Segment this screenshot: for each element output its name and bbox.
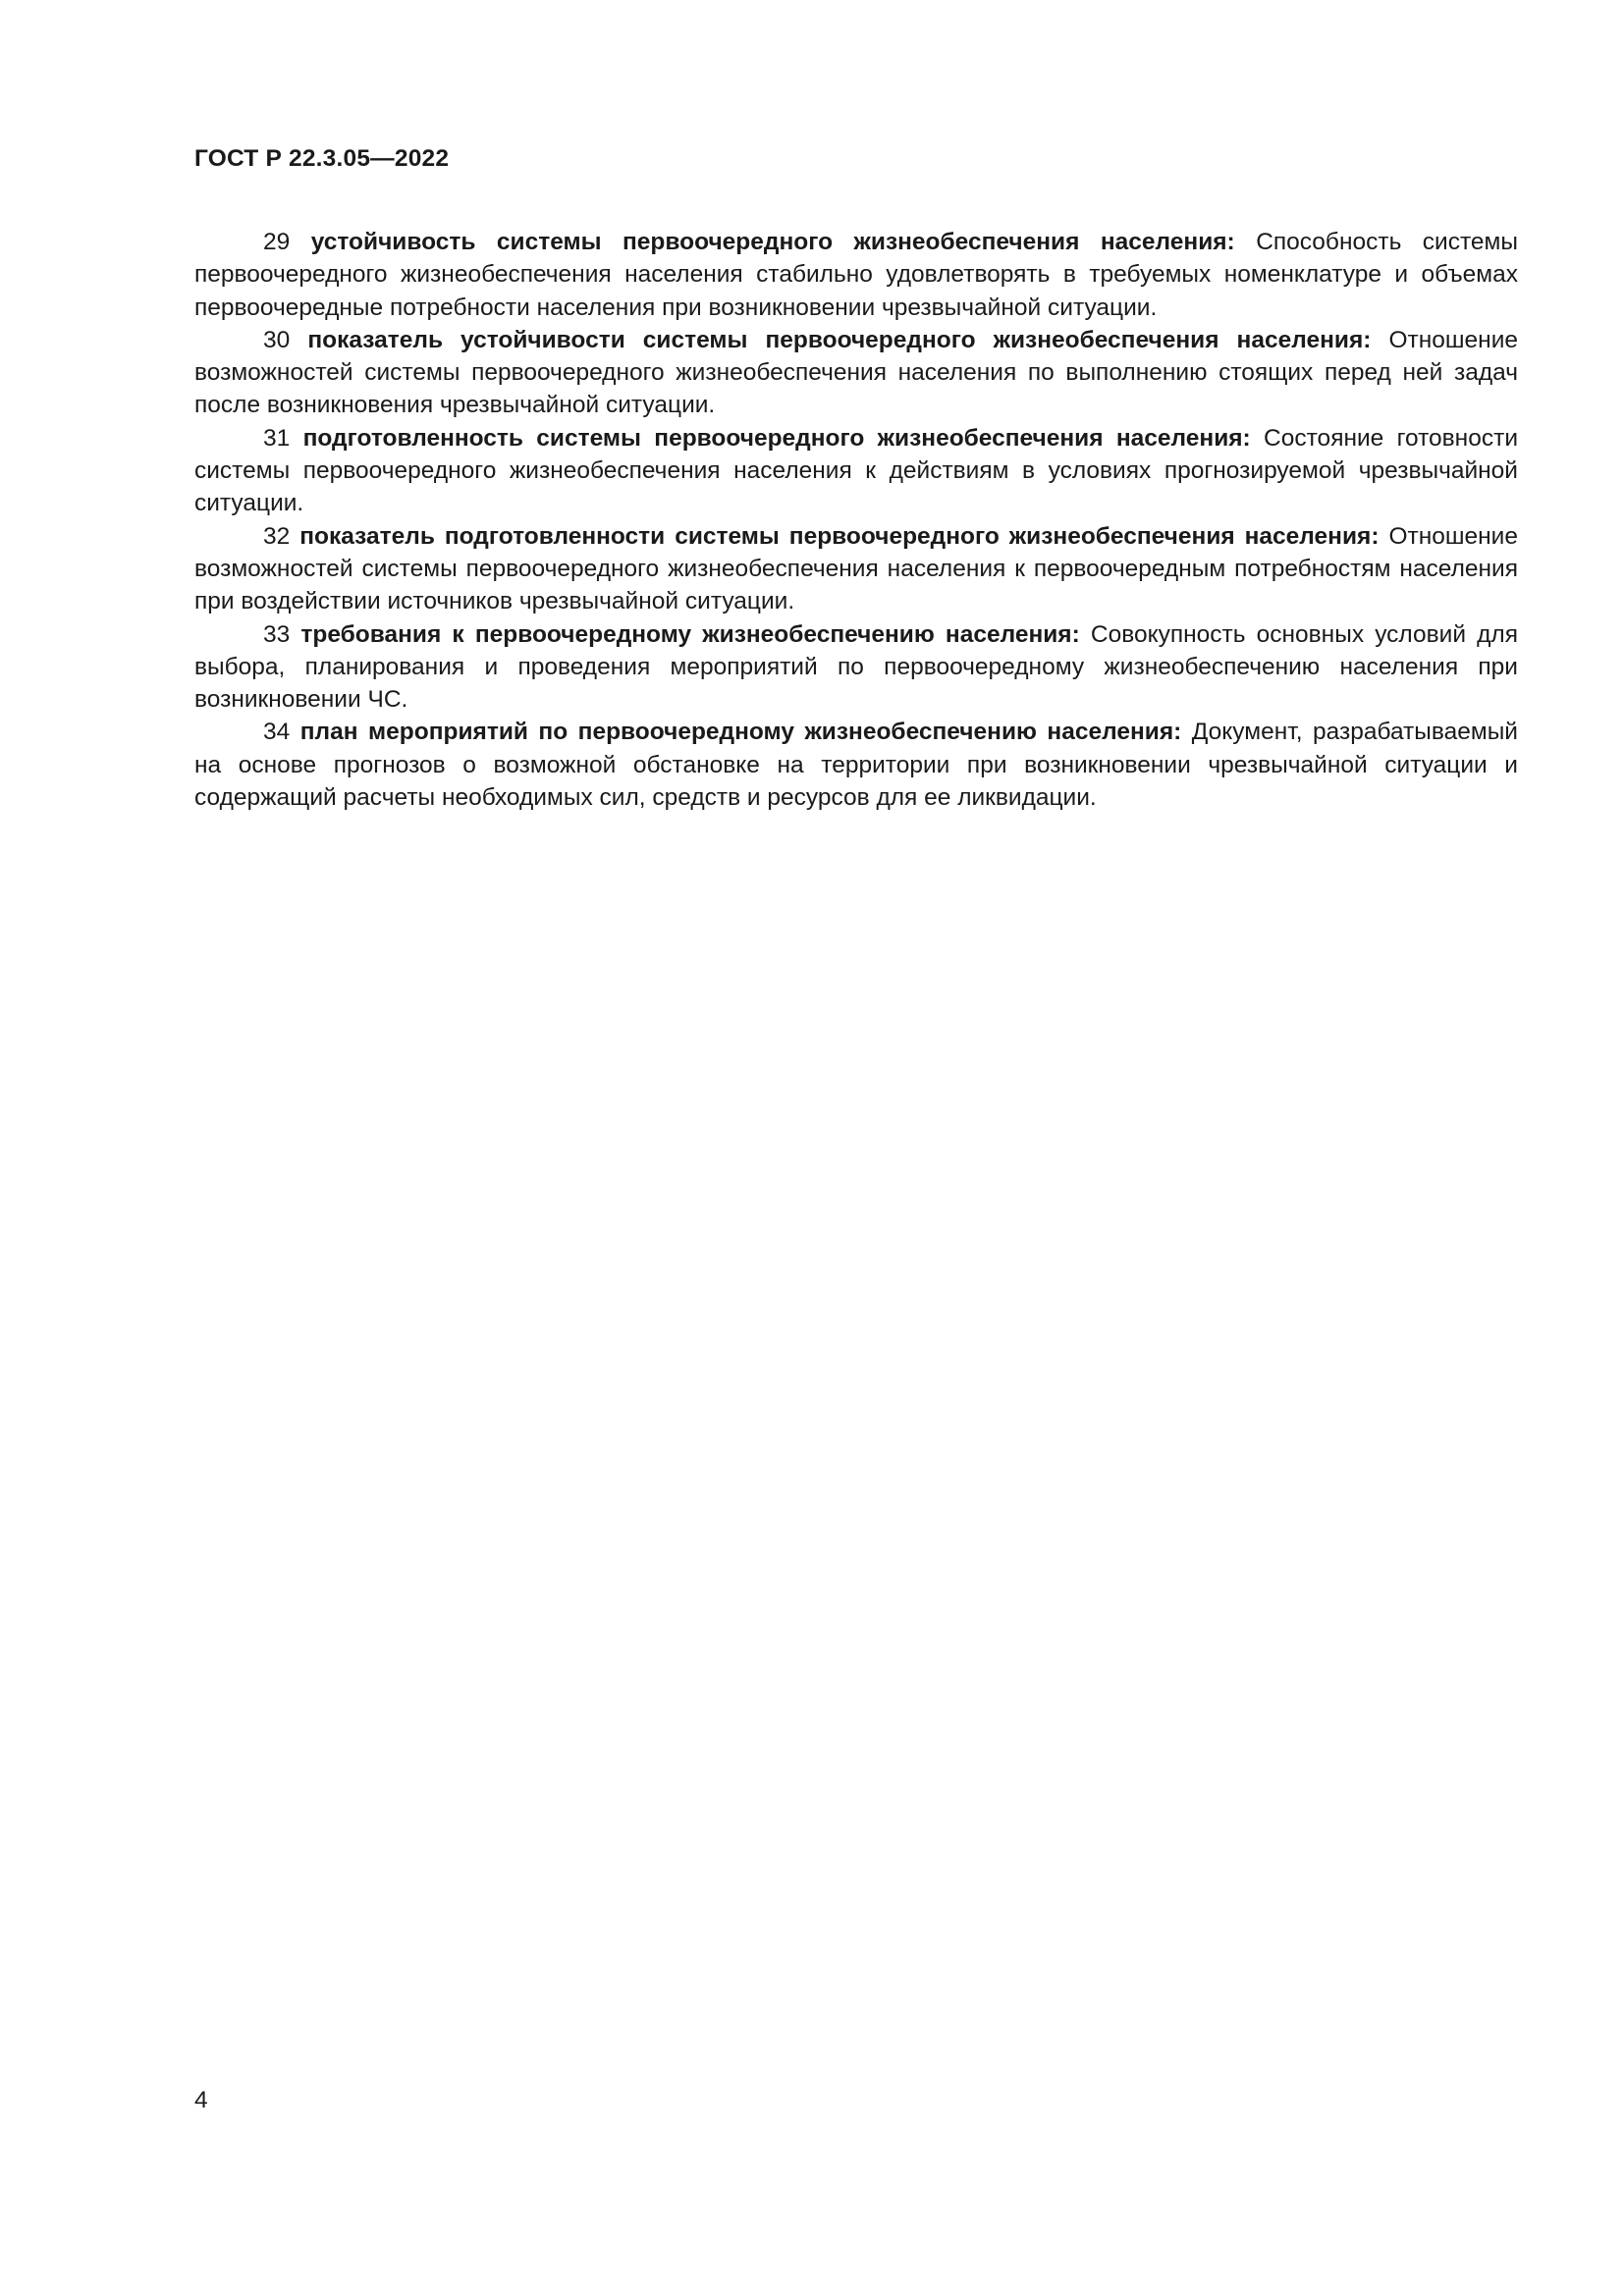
term-definition: Способность системы первоочередного жизнеобеспечения населения стабильно удовлетворять в требуемых номенклатуре и объемах первоочередные потребности населения при возникновении чрезвычайной ситуации. bbox=[194, 229, 1519, 321]
term-definition: Совокупность основных условий для выбора, планирования и проведения мероприятий по первоочередному жизнеобеспечению населения при возникновении ЧС. bbox=[194, 620, 1518, 714]
term-number: 30 bbox=[263, 326, 291, 353]
term-title: план мероприятий по первоочередному жизнеобеспечению населения: bbox=[299, 719, 1182, 746]
term-entry-34 bbox=[194, 716, 1518, 814]
term-entry-31 bbox=[194, 422, 1518, 520]
document-header: ГОСТ Р 22.3.05—2022 bbox=[194, 145, 450, 172]
term-entry-33 bbox=[194, 618, 1518, 717]
term-entry-29 bbox=[194, 226, 1518, 324]
term-number: 29 bbox=[263, 229, 291, 255]
terms-section bbox=[194, 226, 1518, 814]
term-title: подготовленность системы первоочередного жизнеобеспечения населения: bbox=[302, 424, 1251, 452]
term-title: требования к первоочередному жизнеобеспечению населения: bbox=[300, 620, 1080, 648]
term-number: 34 bbox=[263, 719, 291, 746]
term-number: 33 bbox=[263, 620, 291, 648]
term-title: показатель устойчивости системы первоочередного жизнеобеспечения населения: bbox=[307, 326, 1372, 353]
term-title: устойчивость системы первоочередного жизнеобеспечения населения: bbox=[310, 229, 1235, 255]
term-definition: Отношение возможностей системы первоочередного жизнеобеспечения населения по выполнению стоящих перед ней задач после возникновения чрезвычайной ситуации. bbox=[194, 326, 1519, 419]
term-number: 32 bbox=[263, 522, 291, 550]
term-entry-32 bbox=[194, 520, 1518, 618]
term-number: 31 bbox=[263, 424, 291, 452]
term-title: показатель подготовленности системы первоочередного жизнеобеспечения населения: bbox=[299, 522, 1380, 550]
term-definition: Состояние готовности системы первоочередного жизнеобеспечения населения к действиям в условиях прогнозируемой чрезвычайной ситуации. bbox=[194, 424, 1518, 517]
term-entry-30 bbox=[194, 324, 1518, 422]
term-definition: Отношение возможностей системы первоочередного жизнеобеспечения населения к первоочередным потребностям населения при воздействии источников чрезвычайной ситуации. bbox=[194, 522, 1518, 615]
term-definition: Документ, разрабатываемый на основе прогнозов о возможной обстановке на территории при возникновении чрезвычайной ситуации и содержащий расчеты необходимых сил, средств и ресурсов для ее ликвидации. bbox=[194, 719, 1518, 812]
page-number: 4 bbox=[194, 2087, 208, 2113]
